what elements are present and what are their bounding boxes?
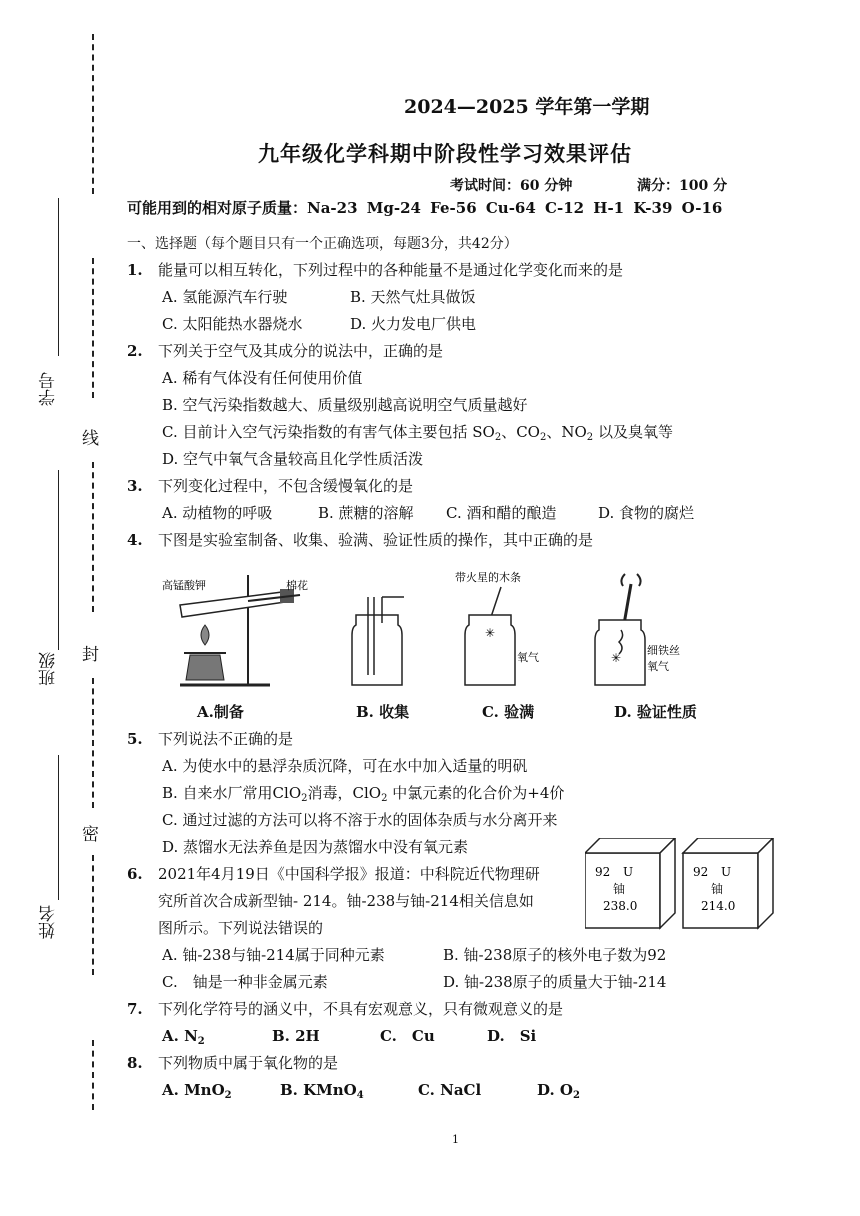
question-stem: 下列说法不正确的是: [158, 730, 294, 748]
svg-text:U: U: [623, 865, 634, 879]
question-stem: 下列化学符号的涵义中，不具有宏观意义，只有微观意义的是: [158, 1000, 564, 1018]
option-c: C. 目前计入空气污染指数的有害气体主要包括 $SO_2$、$CO_2$、$NO_2$ 以及臭氧等: [162, 423, 673, 443]
svg-text:铀: 铀: [711, 882, 724, 896]
option-d: D. 铀-238原子的质量大于铀-214: [443, 973, 667, 991]
option-c: C. NaCl: [418, 1081, 482, 1099]
name-label: 姓名: [39, 905, 59, 939]
seal-char-line: 线: [82, 429, 99, 449]
svg-text:92: 92: [595, 865, 611, 879]
class-label: 班级: [39, 652, 59, 686]
option-a: A. 稀有气体没有任何使用价值: [162, 369, 363, 387]
figure-caption-c: C. 验满: [482, 703, 535, 721]
option-b: B. 天然气灶具做饭: [350, 288, 476, 306]
page-number: 1: [452, 1133, 459, 1146]
option-b: B. 空气污染指数越大、质量级别越高说明空气质量越好: [162, 396, 528, 414]
apparatus-collect-figure: [342, 595, 412, 690]
figure-caption-a: A.制备: [197, 703, 244, 721]
option-b: B. KMnO$_4$: [280, 1081, 364, 1101]
question-number: 7.: [127, 1000, 143, 1018]
option-c: C. 铀是一种非金属元素: [162, 973, 328, 991]
option-a: A. MnO$_2$: [162, 1081, 232, 1101]
exam-time: 考试时间：60 分钟: [450, 178, 573, 194]
svg-text:238.0: 238.0: [603, 899, 638, 913]
full-score: 满分：100 分: [637, 178, 728, 194]
class-underline: [58, 470, 59, 650]
question-stem: 能量可以相互转化，下列过程中的各种能量不是通过化学变化而来的是: [158, 261, 624, 279]
binding-dashed-line: [92, 1040, 94, 1110]
apparatus-check-full-figure: [455, 565, 565, 690]
option-a: A. 铀-238与铀-214属于同种元素: [162, 946, 385, 964]
option-d: D. 蒸馏水无法养鱼是因为蒸馏水中没有氧元素: [162, 838, 469, 856]
seal-char-secret: 密: [82, 825, 99, 845]
uranium-214-card: [683, 838, 773, 928]
figure-caption-b: B. 收集: [356, 703, 410, 721]
section-heading: 一、选择题（每个题目只有一个正确选项，每题3分，共42分）: [127, 236, 518, 252]
label-cotton: 棉花: [286, 579, 308, 592]
question-stem: 下图是实验室制备、收集、验满、验证性质的操作，其中正确的是: [158, 531, 594, 549]
question-stem-line3: 图所示。下列说法错误的: [158, 919, 324, 937]
option-d: D. $O_2$: [537, 1081, 580, 1101]
exam-title: 九年级化学科期中阶段性学习效果评估: [258, 141, 632, 166]
option-c: C. Cu: [380, 1027, 435, 1045]
label-oxygen: 氧气: [647, 660, 669, 673]
option-d: D. 空气中氧气含量较高且化学性质活泼: [162, 450, 424, 468]
option-a: A. 为使水中的悬浮杂质沉降，可在水中加入适量的明矾: [162, 757, 528, 775]
question-number: 4.: [127, 531, 143, 549]
option-b: B. 2H: [272, 1027, 320, 1045]
term-title: 2024—2025 学年第一学期: [404, 96, 650, 118]
question-number: 1.: [127, 261, 143, 279]
svg-text:铀: 铀: [613, 882, 626, 896]
option-d: D. Si: [487, 1027, 537, 1045]
question-number: 5.: [127, 730, 143, 748]
option-b: B. 自来水厂常用ClO$_2$消毒，ClO$_2$ 中氯元素的化合价为+4价: [162, 784, 565, 804]
option-b: B. 蔗糖的溶解: [318, 504, 414, 522]
name-underline: [58, 755, 59, 900]
option-b: B. 铀-238原子的核外电子数为92: [443, 946, 667, 964]
question-number: 2.: [127, 342, 143, 360]
label-iron-wire: 细铁丝: [647, 644, 680, 657]
option-a: A. 氢能源汽车行驶: [162, 288, 288, 306]
atomic-masses: 可能用到的相对原子质量：Na-23 Mg-24 Fe-56 Cu-64 C-12 H-1 K-39 O-16: [127, 199, 723, 217]
binding-dashed-line: [92, 258, 94, 398]
label-glowing-splint: 带火星的木条: [455, 571, 521, 584]
student-id-label: 学号: [39, 372, 59, 406]
question-stem-line2: 究所首次合成新型铀- 214。铀-238与铀-214相关信息如: [158, 892, 534, 910]
spark-icon: ✳: [485, 626, 496, 640]
option-d: D. 火力发电厂供电: [350, 315, 477, 333]
option-d: D. 食物的腐烂: [598, 504, 695, 522]
uranium-238-card: [585, 838, 675, 928]
binding-dashed-line: [92, 678, 94, 808]
svg-text:92: 92: [693, 865, 709, 879]
question-stem: 下列变化过程中，不包含缓慢氧化的是: [158, 477, 414, 495]
label-oxygen: 氧气: [517, 651, 539, 664]
option-a: A. 动植物的呼吸: [162, 504, 273, 522]
seal-char-seal: 封: [82, 645, 99, 665]
option-c: C. 太阳能热水器烧水: [162, 315, 303, 333]
uranium-element-cards: [585, 838, 785, 933]
svg-text:U: U: [721, 865, 732, 879]
option-c: C. 酒和醋的酿造: [446, 504, 557, 522]
binding-dashed-line: [92, 855, 94, 975]
question-number: 3.: [127, 477, 143, 495]
question-stem-line1: 2021年4月19日《中国科学报》报道：中科院近代物理研: [158, 865, 540, 883]
question-stem: 下列物质中属于氧化物的是: [158, 1054, 339, 1072]
apparatus-prepare-figure: [150, 565, 320, 695]
option-a: A. $N_2$: [162, 1027, 205, 1047]
svg-text:214.0: 214.0: [701, 899, 736, 913]
question-stem: 下列关于空气及其成分的说法中，正确的是: [158, 342, 444, 360]
spark-icon: ✳: [611, 651, 622, 665]
apparatus-verify-property-figure: [585, 570, 695, 690]
student-id-underline: [58, 198, 59, 356]
option-c: C. 通过过滤的方法可以将不溶于水的固体杂质与水分离开来: [162, 811, 558, 829]
figure-caption-d: D. 验证性质: [614, 703, 697, 721]
question-number: 8.: [127, 1054, 143, 1072]
label-potassium-permanganate: 高锰酸钾: [162, 579, 206, 592]
binding-dashed-line: [92, 462, 94, 612]
question-number: 6.: [127, 865, 143, 883]
binding-dashed-line: [92, 34, 94, 194]
